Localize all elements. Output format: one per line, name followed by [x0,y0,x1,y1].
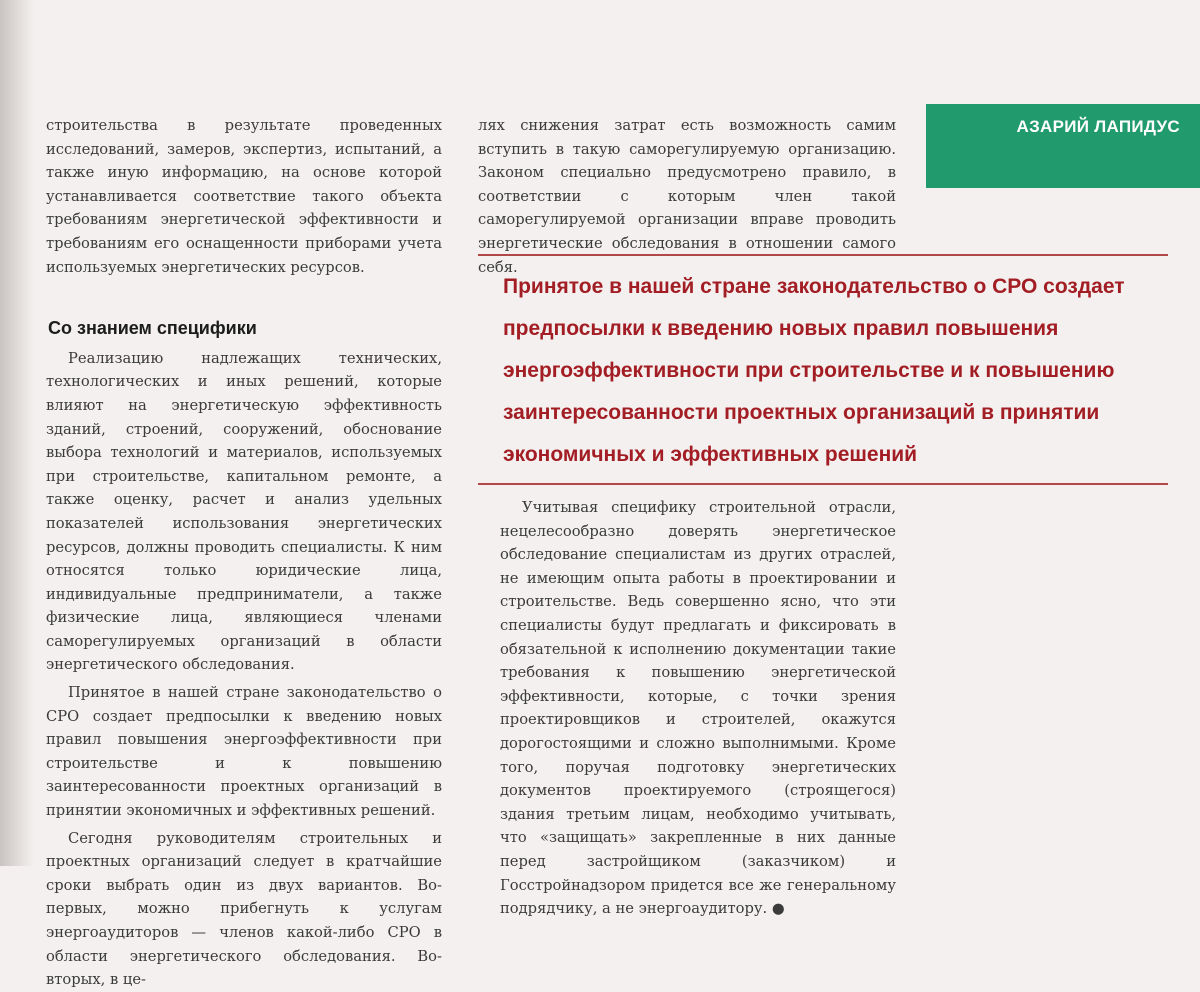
page-spine-shadow [0,0,34,866]
body-paragraph-text: Учитывая специфику строительной отрасли, нецелесообразно доверять энергетическое обследование специалистам из других отраслей, не имеющим опыта работы в проектировании и строительстве. Ведь совершенно ясно, что эти специалисты будут предлагать и фиксировать в обязательной к исполнению документации такие требования к повышению энергетической эффективности, которые, с точки зрения проектировщиков и строителей, окажутся дорогостоящими и сложно выполнимыми. Кроме того, поручая подготовку энергетических документов проектируемого (строящегося) здания третьим лицам, необходимо учитывать, что «защищать» закрепленные в них данные перед застройщиком (заказчиком) и Госстройнадзором придется все же генеральному подрядчику, а не энергоаудитору. [500,499,896,918]
body-paragraph [500,496,896,921]
body-paragraph: Сегодня руководителям строительных и проектных организаций следует в кратчайшие сроки выбрать один из двух вариантов. Во-первых, можно прибегнуть к услугам энергоаудиторов — членов какой-либо СРО в области энергетического обследования. Во-вторых, в це- [46,829,442,989]
article-column-right [500,496,896,921]
pullquote-rule-bottom [478,483,1168,485]
body-paragraph: Реализацию надлежащих технических, технологических и иных решений, которые влияют на энергетическую эффективность зданий, строений, сооружений, обоснование выбора технологий и материалов, используемых при строительстве, капитальном ремонте, а также оценку, расчет и анализ удельных показателей использования энергетических ресурсов, должны проводить специалисты. К ним относятся только юридические лица, индивидуальные предприниматели, а также физические лица, являющиеся членами саморегулируемых организаций в области энергетического обследования. [46,349,442,674]
pull-quote [503,266,1163,476]
end-of-article-mark: ● [771,900,785,918]
author-banner [926,104,1200,188]
section-subheading: Со знанием специфики [48,318,257,339]
body-paragraph-continued: лях снижения затрат есть возможность самим вступить в такую саморегулируемую организацию. Законом специально предусмотрено правило, в соответствии с которым член такой саморегулируемой организации вправе проводить энергетические обследования в отношении самого себя. [478,117,896,276]
pull-quote-line: Принятое в нашей стране законодательство о СРО создает [503,275,1125,298]
pull-quote-line: энергоэффективности при строительстве и к повышению [503,359,1115,382]
pull-quote-line: экономичных и эффективных решений [503,443,918,466]
pullquote-rule-top [478,254,1168,256]
pull-quote-line: предпосылки к введению новых правил повышения [503,317,1059,340]
body-paragraph: Принятое в нашей стране законодательство о СРО создает предпосылки к введению новых правил повышения энергоэффективности при строительстве и к повышению заинтересованности проектных организаций в принятии экономичных и эффективных решений. [46,684,442,820]
intro-paragraph: строительства в результате проведенных исследований, замеров, экспертиз, испытаний, а также иную информацию, на основе которой устанавливается соответствие такого объекта требованиям энергетической эффективности и требованиям его оснащенности приборами учета используемых энергетических ресурсов. [46,117,442,276]
author-name: АЗАРИЙ ЛАПИДУС [1016,117,1180,136]
article-column-left [46,114,442,992]
pull-quote-line: заинтересованности проектных организаций в принятии [503,401,1100,424]
